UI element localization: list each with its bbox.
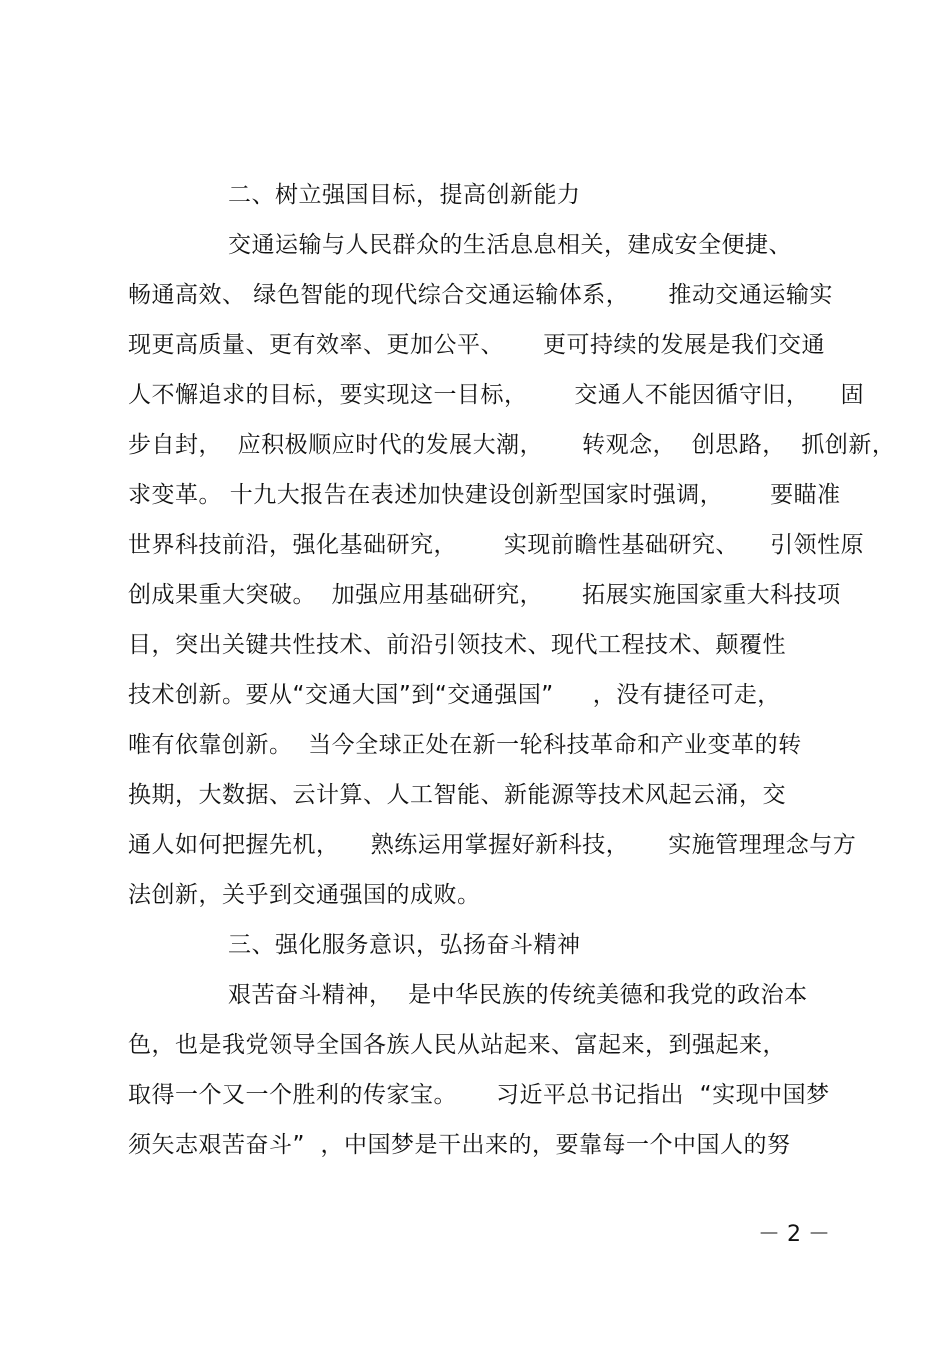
paragraph-line: 世界科技前沿，强化基础研究， 实现前瞻性基础研究、 引领性原 (128, 532, 865, 558)
paragraph-line: 取得一个又一个胜利的传家宝。 习近平总书记指出 “实现中国梦 (128, 1082, 830, 1108)
paragraph-line: 人不懈追求的目标，要实现这一目标， 交通人不能因循守旧， 固 (128, 382, 865, 408)
section-heading: 二、树立强国目标，提高创新能力 (228, 182, 581, 208)
paragraph-line: 唯有依靠创新。 当今全球正处在新一轮科技革命和产业变革的转 (128, 732, 802, 758)
paragraph-line: 技术创新。要从“交通大国”到“交通强国” ，没有捷径可走， (128, 682, 781, 708)
page-number: － 2 － (758, 1222, 830, 1247)
paragraph-line: 畅通高效、 绿色智能的现代综合交通运输体系， 推动交通运输实 (128, 282, 833, 308)
paragraph-line: 换期，大数据、云计算、人工智能、新能源等技术风起云涌，交 (128, 782, 786, 808)
paragraph-line: 现更高质量、更有效率、更加公平、 更可持续的发展是我们交通 (128, 332, 826, 358)
paragraph-line: 创成果重大突破。 加强应用基础研究， 拓展实施国家重大科技项 (128, 582, 841, 608)
paragraph-line: 艰苦奋斗精神， 是中华民族的传统美德和我党的政治本 (228, 982, 808, 1008)
paragraph-line: 通人如何把握先机， 熟练运用掌握好新科技， 实施管理理念与方 (128, 832, 857, 858)
paragraph-line: 法创新，关乎到交通强国的成败。 (128, 882, 481, 908)
paragraph-line: 求变革。 十九大报告在表述加快建设创新型国家时强调， 要瞄准 (128, 482, 841, 508)
section-heading: 三、强化服务意识，弘扬奋斗精神 (228, 932, 581, 958)
paragraph-line: 交通运输与人民群众的生活息息相关，建成安全便捷、 (228, 232, 792, 258)
paragraph-line: 步自封， 应积极顺应时代的发展大潮， 转观念， 创思路， 抓创新， (128, 432, 896, 458)
paragraph-line: 目，突出关键共性技术、前沿引领技术、现代工程技术、颠覆性 (128, 632, 786, 658)
paragraph-line: 色，也是我党领导全国各族人民从站起来、富起来，到强起来， (128, 1032, 786, 1058)
paragraph-line: 须矢志艰苦奋斗” ，中国梦是干出来的，要靠每一个中国人的努 (128, 1132, 791, 1158)
